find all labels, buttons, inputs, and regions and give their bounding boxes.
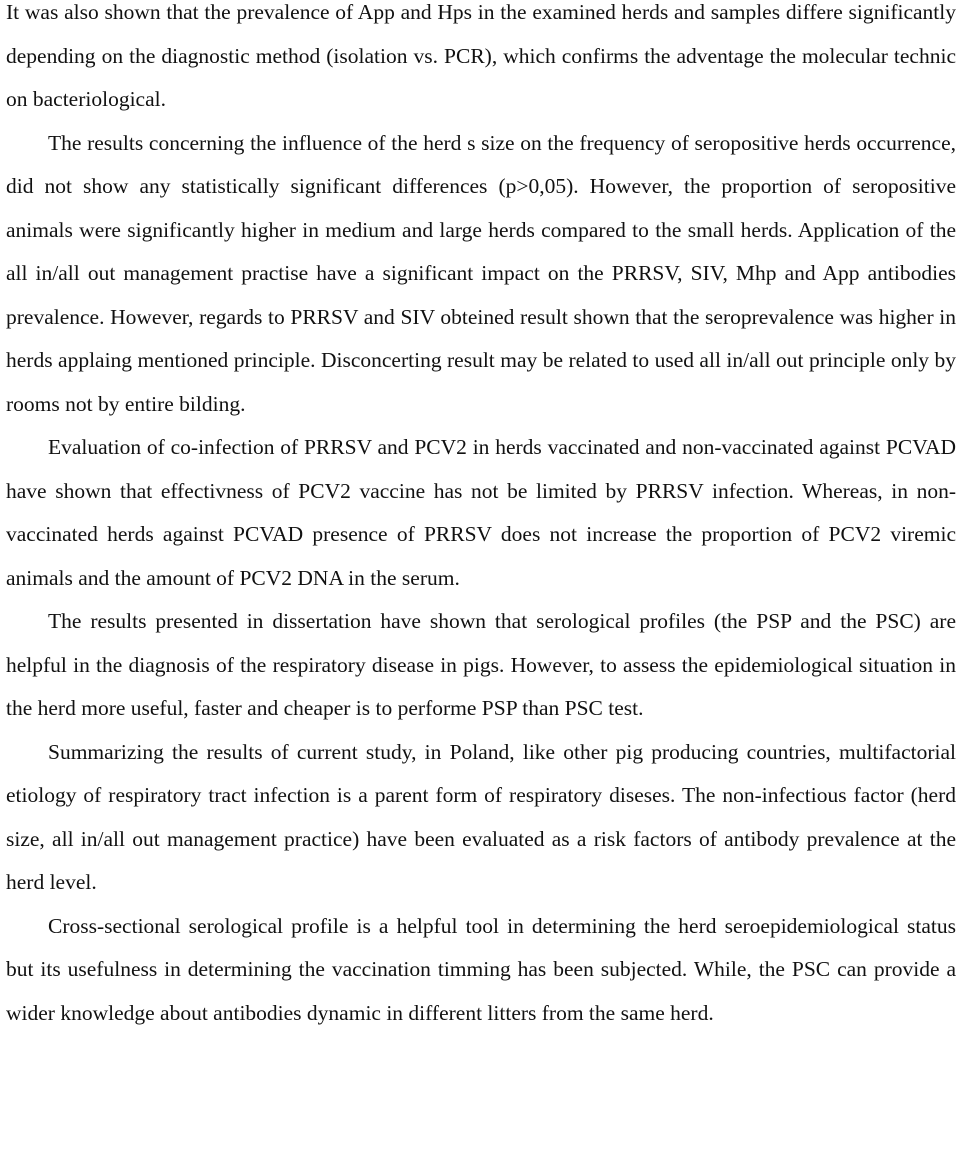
paragraph-prevalence-diagnostic-method: It was also shown that the prevalence of App and Hps in the examined herds and samples differe significantly depending on the diagnostic method (isolation vs. PCR), which confirms the adventage the molecular technic on bacteriological. [6,0,956,111]
paragraph-cross-sectional-profile: Cross-sectional serological profile is a helpful tool in determining the herd seroepidemiological status but its usefulness in determining the vaccination timming has been subjected. While, the PSC can provide a wider knowledge about antibodies dynamic in different litters from the same herd. [6,913,956,1025]
paragraph-co-infection-evaluation: Evaluation of co-infection of PRRSV and PCV2 in herds vaccinated and non-vaccinated against PCVAD have shown that effectivness of PCV2 vaccine has not be limited by PRRSV infection. Whereas, in non-vaccinated herds against PCVAD presence of PRRSV does not increase the proportion of PCV2 viremic animals and the amount of PCV2 DNA in the serum. [6,435,956,590]
document-page [6,0,956,1035]
paragraph-summary: Summarizing the results of current study, in Poland, like other pig producing countries, multifactorial etiology of respiratory tract infection is a parent form of respiratory diseses. The non-infectious factor (herd size, all in/all out management practice) have been evaluated as a risk factors of antibody prevalence at the herd level. [6,739,956,894]
paragraph-herd-size-influence: The results concerning the influence of the herd s size on the frequency of seropositive herds occurrence, did not show any statistically significant differences (p>0,05). However, the proportion of seropositive animals were significantly higher in medium and large herds compared to the small herds. Application of the all in/all out management practise have a significant impact on the PRRSV, SIV, Mhp and App antibodies prevalence. However, regards to PRRSV and SIV obteined result shown that the seroprevalence was higher in herds applaing mentioned principle. Disconcerting result may be related to used all in/all out principle only by rooms not by entire bilding. [6,130,956,416]
paragraph-serological-profiles: The results presented in dissertation have shown that serological profiles (the PSP and the PSC) are helpful in the diagnosis of the respiratory disease in pigs. However, to assess the epidemiological situation in the herd more useful, faster and cheaper is to performe PSP than PSC test. [6,609,956,720]
